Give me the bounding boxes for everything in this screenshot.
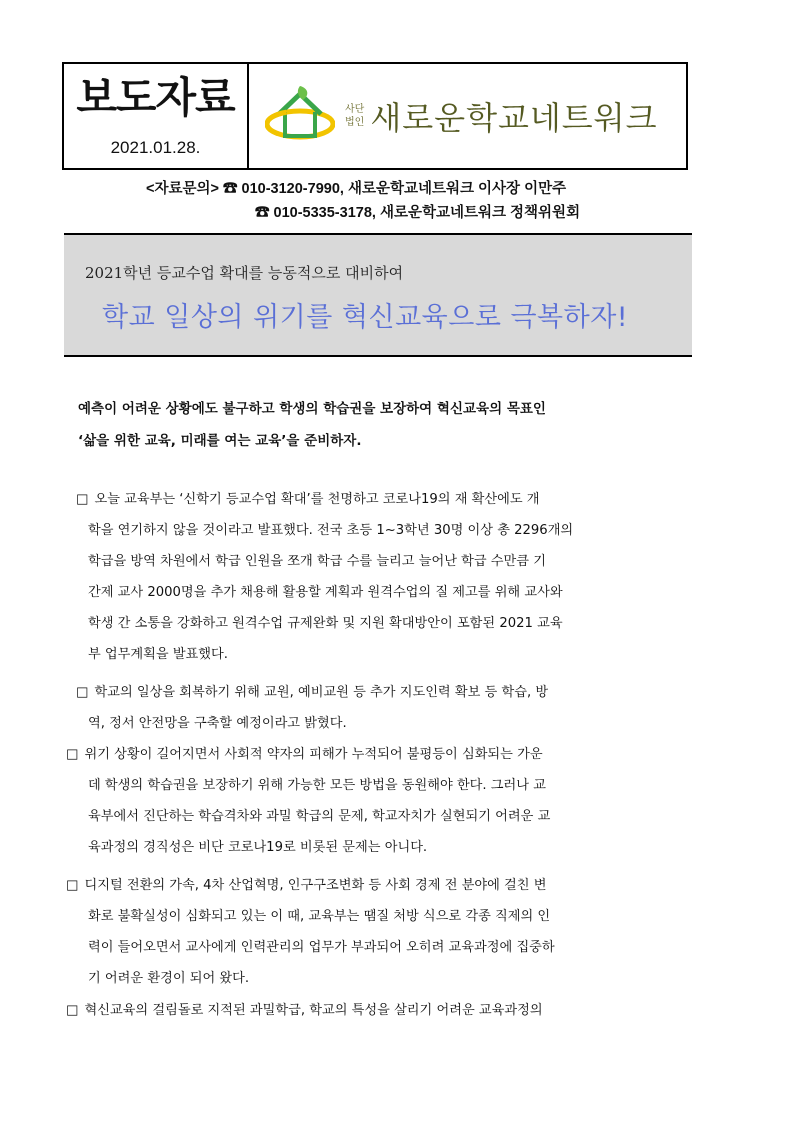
paragraph-line: 혁신교육의 걸림돌로 지적된 과밀학급, 학교의 특성을 살리기 어려운 교육과정의	[84, 1003, 543, 1018]
headline-title: 학교 일상의 위기를 혁신교육으로 극복하자!	[102, 302, 629, 333]
checkbox-bullet-icon: □	[76, 492, 89, 507]
press-release-title-cell	[64, 64, 249, 168]
paragraph-line: 화로 불확실성이 심화되고 있는 이 때, 교육부는 땜질 처방 식으로 각종 직제의 인	[88, 909, 551, 924]
paragraph-line: 오늘 교육부는 ‘신학기 등교수업 확대’를 천명하고 코로나19의 재 확산에도 개	[94, 492, 540, 507]
paragraph-line: 데 학생의 학습권을 보장하기 위해 가능한 모든 방법을 동원해야 한다. 그러나 교	[88, 778, 546, 793]
checkbox-bullet-icon: □	[66, 747, 79, 762]
summary-line-1: 예측이 어려운 상황에도 불구하고 학생의 학습권을 보장하여 혁신교육의 목표인	[78, 401, 546, 417]
release-date: 2021.01.28.	[110, 138, 201, 157]
paragraph-line: 육과정의 경직성은 비단 코로나19로 비롯된 문제는 아니다.	[88, 840, 428, 855]
paragraph-line: 학을 연기하지 않을 것이라고 발표했다. 전국 초등 1~3학년 30명 이상 총 2296개의	[88, 523, 574, 538]
contact-line-2: ☎ 010-5335-3178, 새로운학교네트워크 정책위원회	[255, 205, 581, 221]
contact-line-1: <자료문의> ☎ 010-3120-7990, 새로운학교네트워크 이사장 이만주	[146, 181, 567, 197]
body-paragraph	[66, 739, 698, 863]
checkbox-bullet-icon: □	[66, 1003, 79, 1018]
paragraph-line: 력이 들어오면서 교사에게 인력관리의 업무가 부과되어 오히려 교육과정에 집중하	[88, 940, 555, 955]
paragraph-line: 학교의 일상을 회복하기 위해 교원, 예비교원 등 추가 지도인력 확보 등 학습, 방	[94, 685, 549, 700]
paragraph-line: 부 업무계획을 발표했다.	[88, 647, 228, 662]
press-release-title: 보도자료	[76, 73, 235, 122]
body-paragraph	[66, 870, 698, 994]
body-paragraph	[66, 995, 698, 1026]
paragraph-line: 역, 정서 안전망을 구축할 예정이라고 밝혔다.	[88, 716, 347, 731]
organization-name: 새로운학교네트워크	[370, 99, 658, 137]
checkbox-bullet-icon: □	[76, 685, 89, 700]
headline-subtitle: 2021학년 등교수업 확대를 능동적으로 대비하여	[85, 264, 404, 282]
paragraph-line: 육부에서 진단하는 학습격차와 과밀 학급의 문제, 학교자치가 실현되기 어려운 교	[88, 809, 551, 824]
headline-banner	[64, 233, 692, 357]
paragraph-line: 학생 간 소통을 강화하고 원격수업 규제완화 및 지원 확대방안이 포함된 2021 교육	[88, 616, 563, 631]
checkbox-bullet-icon: □	[66, 878, 79, 893]
summary-line-2: ‘삶을 위한 교육, 미래를 여는 교육’을 준비하자.	[78, 433, 362, 449]
body-paragraph	[76, 677, 696, 739]
paragraph-line: 디지털 전환의 가속, 4차 산업혁명, 인구구조변화 등 사회 경제 전 분야에 걸친 변	[84, 878, 547, 893]
paragraph-line: 기 어려운 환경이 되어 왔다.	[88, 971, 250, 986]
org-prefix	[345, 103, 364, 129]
paragraph-line: 학급을 방역 차원에서 학급 인원을 쪼개 학급 수를 늘리고 늘어난 학급 수만큼 기	[88, 554, 546, 569]
press-release-header	[62, 62, 688, 170]
paragraph-line: 간제 교사 2000명을 추가 채용해 활용할 계획과 원격수업의 질 제고를 위해 교사와	[88, 585, 563, 600]
house-leaf-logo-icon	[265, 84, 335, 148]
paragraph-line: 위기 상황이 길어지면서 사회적 약자의 피해가 누적되어 불평등이 심화되는 가운	[84, 747, 543, 762]
org-prefix-bottom: 법인	[345, 117, 365, 128]
organization-cell	[249, 64, 686, 168]
body-paragraph	[76, 484, 696, 670]
org-prefix-top: 사단	[345, 104, 365, 115]
summary-lead	[78, 393, 546, 457]
